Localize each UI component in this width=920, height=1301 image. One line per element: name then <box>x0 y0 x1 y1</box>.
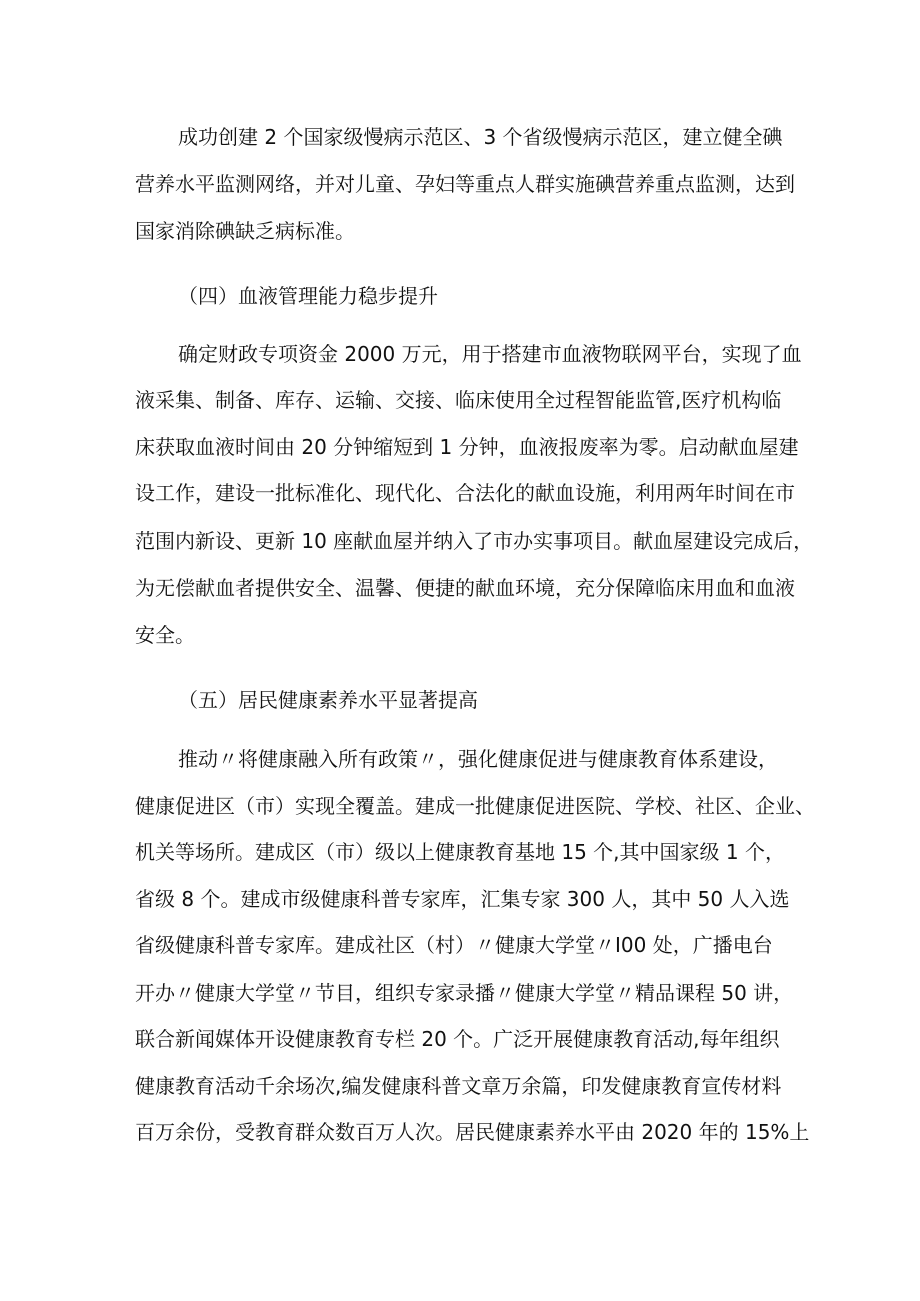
text-line: 省级 8 个。建成市级健康科普专家库，汇集专家 300 人，其中 50 人入选 <box>135 887 790 911</box>
text-line: 省级健康科普专家库。建成社区（村）〃健康大学堂〃I00 处，广播电台 <box>135 933 773 957</box>
text-line: 为无偿献血者提供安全、温馨、便捷的献血环境，充分保障临床用血和血液 <box>135 576 795 600</box>
text-line: 机关等场所。建成区（市）级以上健康教育基地 15 个,其中国家级 1 个， <box>135 840 785 864</box>
text-line: 推动〃将健康融入所有政策〃，强化健康促进与健康教育体系建设， <box>178 747 778 771</box>
text-line: 安全。 <box>135 623 195 647</box>
text-line: 成功创建 2 个国家级慢病示范区、3 个省级慢病示范区，建立健全碘 <box>178 125 783 149</box>
text-line: 联合新闻媒体开设健康教育专栏 20 个。广泛开展健康教育活动,每年组织 <box>135 1027 780 1051</box>
text-line: 健康教育活动千余场次,编发健康科普文章万余篇，印发健康教育宣传材料 <box>135 1074 782 1098</box>
text-line: 百万余份，受教育群众数百万人次。居民健康素养水平由 2020 年的 15%上 <box>135 1120 810 1144</box>
text-line: 范围内新设、更新 10 座献血屋并纳入了市办实事项目。献血屋建设完成后， <box>135 529 814 553</box>
section-heading-health-literacy: （五）居民健康素养水平显著提高 <box>178 688 478 712</box>
text-line: 营养水平监测网络，并对儿童、孕妇等重点人群实施碘营养重点监测，达到 <box>135 172 795 196</box>
text-line: 开办〃健康大学堂〃节目，组织专家录播〃健康大学堂〃精品课程 50 讲， <box>135 981 794 1005</box>
text-line: 健康促进区（市）实现全覆盖。建成一批健康促进医院、学校、社区、企业、 <box>135 794 815 818</box>
text-line: 床获取血液时间由 20 分钟缩短到 1 分钟，血液报废率为零。启动献血屋建 <box>135 435 799 459</box>
text-line: 液采集、制备、库存、运输、交接、临床使用全过程智能监管,医疗机构临 <box>135 388 782 412</box>
text-line: 设工作，建设一批标准化、现代化、合法化的献血设施，利用两年时间在市 <box>135 481 795 505</box>
text-line: 国家消除碘缺乏病标准。 <box>135 219 355 243</box>
text-line: 确定财政专项资金 2000 万元，用于搭建市血液物联网平台，实现了血 <box>178 342 802 366</box>
section-heading-blood-management: （四）血液管理能力稳步提升 <box>178 284 438 308</box>
